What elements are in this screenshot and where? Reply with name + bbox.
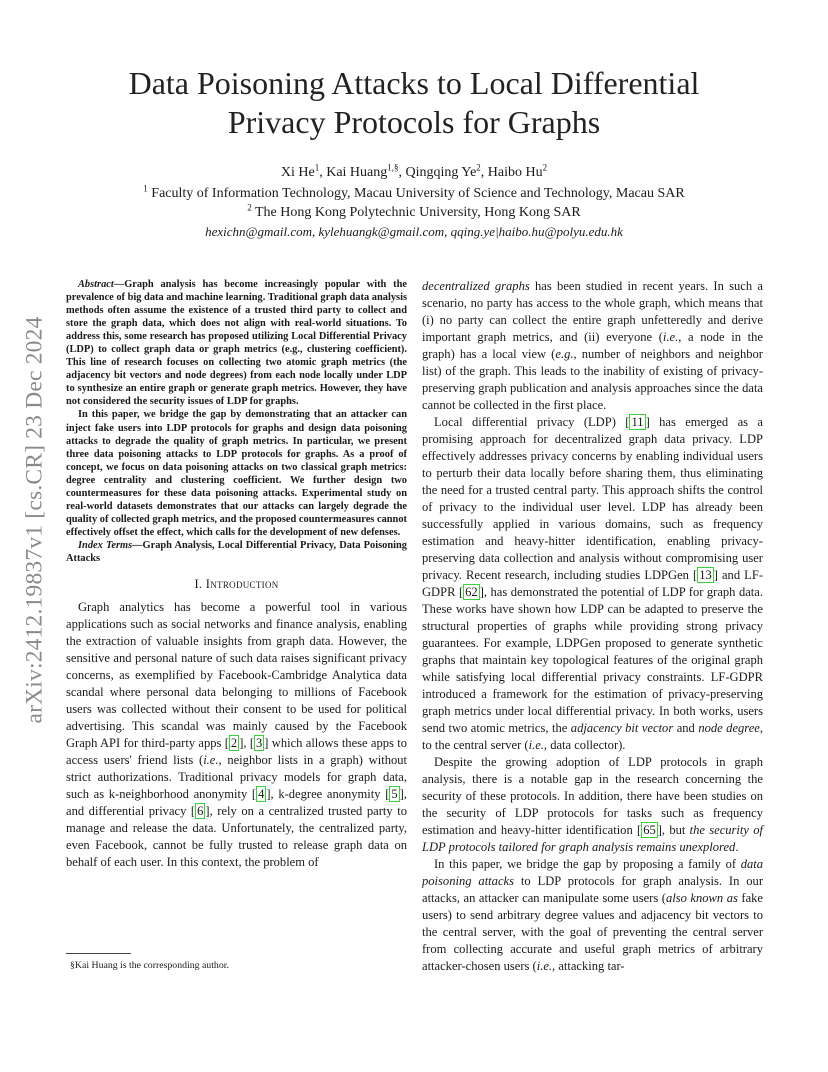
author-affil-mark: 1,§ xyxy=(387,162,399,173)
abstract xyxy=(66,278,407,565)
intro-para-2: Local differential privacy (LDP) [ 11 ] has emerged as a promising approach for decentralized graph data privacy. LDP effectively addresses privacy concerns by enabling individual users to perturb their data locally before sharing them, thus eliminating the need for a trusted central party. This approach shifts the control of privacy to the individual user level. LDP has already been successfully applied in various domains, such as frequency estimation and heavy-hitter identification, enabling privacy-preserving data collection and analysis without compromising user privacy. Recent research, including studies LDPGen [ 13 ] and LF-GDPR [ 62 ], has demonstrated the potential of LDP for graph data. These works have shown how LDP can be adapted to preserve the structural properties of graphs while providing strong privacy guarantees. For example, LDPGen proposed to generate synthetic graphs that maintain key topological features of the original graph while satisfying local differential privacy constraints. LF-GDPR introduced a framework for the estimation of privacy-preserving graph metrics under local differential privacy. In both works, users send two atomic metrics, the adjacency bit vector and node degree, to the central server (i.e., data collector). xyxy=(422,415,763,752)
footnote: §Kai Huang is the corresponding author. xyxy=(70,960,229,971)
affil-mark: 1 xyxy=(143,183,148,194)
affil-mark: 2 xyxy=(247,201,252,212)
intro-para-4: In this paper, we bridge the gap by proposing a family of data poisoning attacks to LDP protocols for graph analysis. In our attacks, an attacker can manipulate some users (also known as fake users) to send arbitrary degree values and adjacency bit vectors to the central server, with the goal of preventing the central server from collecting accurate and useful graph metrics of arbitrary attacker-chosen users (i.e., attacking tar- xyxy=(422,857,764,973)
affil-text: The Hong Kong Polytechnic University, Hong Kong SAR xyxy=(255,204,581,220)
section-number: I. xyxy=(194,577,206,592)
right-column xyxy=(422,278,763,975)
author-affil-mark: 2 xyxy=(476,162,481,173)
affil-text: Faculty of Information Technology, Macau University of Science and Technology, Macau SAR xyxy=(151,186,685,201)
citation-link[interactable]: 4 xyxy=(258,787,265,802)
intro-para-3: Despite the growing adoption of LDP protocols in graph analysis, there is a notable gap in the research concerning the security of these protocols. In addition, there have been studies on the security of LDP protocols for tasks such as frequency estimation and heavy-hitter identification [ 65 ], but the security of LDP protocols tailored for graph analysis remains unexplored. xyxy=(422,755,763,854)
section-heading xyxy=(66,576,407,593)
author-affil-mark: 2 xyxy=(542,162,548,173)
affiliation-line xyxy=(60,185,768,204)
intro-para-1: Graph analytics has become a powerful tool in various applications such as social networks and finance analysis, enabling the extraction of valuable insights from graph data. However, the sensitive and personal nature of such data raises significant privacy concerns, as exemplified by Facebook-Cambridge Analytica data scandal where personal data belonging to millions of Facebook users was collected without their consent to be used for political advertising. This scandal was mainly caused by the Facebook Graph API for third-party apps [ 2 ], [ 3 ] which allows these apps to access users' friend lists (i.e., neighbor lists in a graph) without strict authorizations. Traditional privacy models for graph data, such as k-neighborhood anonymity [ 4 ], k-degree anonymity [ 5 ], and differential privacy [ 6 ], rely on a centralized trusted party to manage and release the data. Unfortunately, the centralized party, even Facebook, cannot be fully trusted to release graph data on behalf of each user. In this context, the problem of xyxy=(66,600,407,870)
citation-link[interactable]: 11 xyxy=(631,415,644,429)
citation-link[interactable]: 6 xyxy=(197,804,204,819)
author-emails: hexichn@gmail.com, kylehuangk@gmail.com, qqing.ye|haibo.hu@polyu.edu.hk xyxy=(205,224,623,239)
index-terms xyxy=(66,539,407,565)
footnote-rule xyxy=(66,953,131,954)
author-list: Xi He$^1$, Kai Huang$^{1,\S}$, Qingqing Ye$^2$, Haibo Hu$^2$ xyxy=(280,162,548,180)
author-affil-mark: 1 xyxy=(314,162,320,173)
citation-link[interactable]: 5 xyxy=(391,787,398,802)
citation-link[interactable]: 13 xyxy=(699,568,712,582)
abstract-para-1 xyxy=(66,278,407,408)
citation-link[interactable]: 2 xyxy=(230,736,238,751)
intro-para-cont: decentralized graphs has been studied in recent years. In such a scenario, no party has access to the whole graph, which means that (i) no party can collect the entire graph unfetteredly and derive important graph metrics, and (ii) everyone (i.e., a node in the graph) has a local view (e.g., number of neighbors and neighbor list) of the graph. This leads to the inability of existing of privacy-preserving graph publication and analysis approaches since the data cannot be collected in the first place. xyxy=(422,279,764,412)
citation-link[interactable]: 3 xyxy=(256,736,263,751)
arxiv-stamp-text: arXiv:2412.19837v1 [cs.CR] 23 Dec 2024 xyxy=(21,316,48,724)
left-column xyxy=(66,278,407,871)
author-name: Qingqing Ye xyxy=(405,165,477,180)
author-name: Kai Huang xyxy=(326,165,388,180)
index-terms-heading: Index Terms xyxy=(78,539,133,551)
abstract-para-2: In this paper, we bridge the gap by demonstrating that an attacker can inject fake users into LDP protocols for graphs and design data poisoning attacks to degrade the quality of graph metrics. In particular, we present three data poisoning attacks to LDP protocols for graphs. As a proof of concept, we focus on data poisoning attacks on two classical graph metrics: degree centrality and clustering coefficient. We further design two countermeasures for these data poisoning attacks. Experimental study on real-world datasets demonstrates that our attacks can largely degrade the quality of collected graph metrics, and the proposed countermeasures cannot effectively offset the effect, which calls for the development of new defenses. xyxy=(66,409,407,538)
affiliations xyxy=(60,185,768,222)
abstract-text: —Graph analysis has become increasingly popular with the prevalence of big data and machine learning. Traditional graph data analysis methods often assume the existence of a trusted third party to collect and store the graph data, which does not align with real-world situations. To address this, some research has proposed utilizing Local Differential Privacy (LDP) to collect graph data or graph metrics (e.g., clustering coefficient). This line of research focuses on collecting two atomic graph metrics (the adjacency bit vectors and node degrees) from each node locally under LDP to synthesize an entire graph or generate graph metrics. However, they have not considered the security issues of LDP for graphs. xyxy=(66,279,407,408)
section-name: Introduction xyxy=(205,577,279,592)
citation-link[interactable]: 65 xyxy=(643,823,656,837)
author-name: Xi He xyxy=(280,165,315,180)
title-line-2: Privacy Protocols for Graphs xyxy=(227,104,601,140)
arxiv-stamp xyxy=(22,283,48,757)
affiliation-line xyxy=(60,201,768,223)
paper-title xyxy=(60,64,768,142)
title-line-1: Data Poisoning Attacks to Local Differential xyxy=(128,65,700,101)
index-terms-text: —Graph Analysis, Local Differential Privacy, Data Poisoning Attacks xyxy=(66,539,407,564)
abstract-heading: Abstract xyxy=(78,279,114,290)
citation-link[interactable]: 62 xyxy=(465,585,478,599)
author-name: Haibo Hu xyxy=(487,165,543,180)
